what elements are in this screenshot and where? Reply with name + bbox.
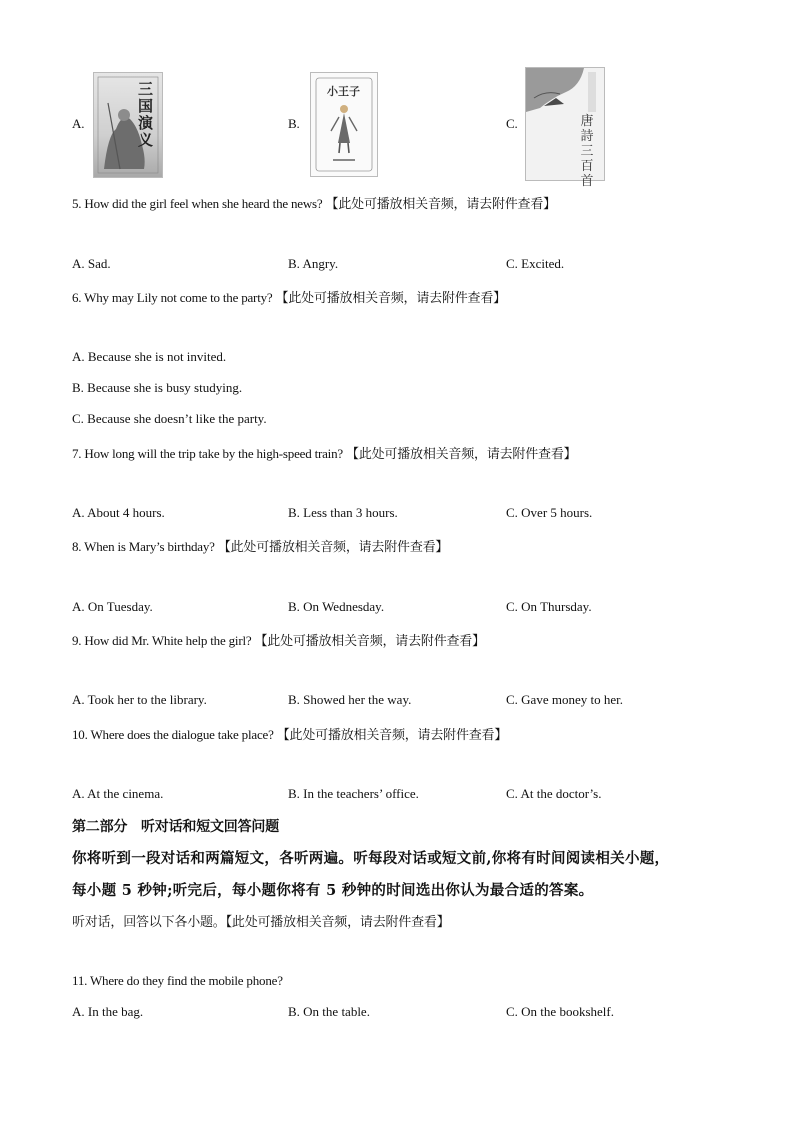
question-6-option-b[interactable]: B. Because she is busy studying.	[72, 380, 243, 395]
question-7-option-b[interactable]: B. Less than 3 hours.	[288, 505, 398, 520]
little-prince-cover-title: 小王子	[327, 85, 360, 98]
question-11-option-c[interactable]: C. On the bookshelf.	[506, 1004, 614, 1019]
question-10-option-a[interactable]: A. At the cinema.	[72, 786, 164, 801]
question-6-option-c[interactable]: C. Because she doesn’t like the party.	[72, 411, 267, 426]
book-cover-little-prince-image	[310, 72, 378, 177]
question-5-text: 5. How did the girl feel when she heard the news?	[72, 196, 323, 211]
question-6-text: 6. Why may Lily not come to the party?	[72, 290, 273, 305]
question-9-option-a[interactable]: A. Took her to the library.	[72, 692, 207, 707]
question-7-option-a[interactable]: A. About 4 hours.	[72, 505, 165, 520]
question-11-stem: 11. Where do they find the mobile phone?	[72, 973, 283, 988]
question-9-option-c[interactable]: C. Gave money to her.	[506, 692, 623, 707]
question-7-audio-link[interactable]: 【此处可播放相关音频，请去附件查看】	[346, 446, 577, 461]
question-9-option-b[interactable]: B. Showed her the way.	[288, 692, 412, 707]
question-9-text: 9. How did Mr. White help the girl?	[72, 633, 252, 648]
question-10-stem	[72, 724, 507, 743]
tang-poems-cover-title: 唐詩三百首	[580, 114, 594, 189]
question-10-option-c[interactable]: C. At the doctor’s.	[506, 786, 602, 801]
question-5-option-b[interactable]: B. Angry.	[288, 256, 339, 271]
section-2-instruction-line-2: 每小题 5 秒钟;听完后，每小题你将有 5 秒钟的时间选出你认为最合适的答案。	[72, 882, 594, 899]
question-10-option-b[interactable]: B. In the teachers’ office.	[288, 786, 419, 801]
question-7-stem	[72, 443, 576, 462]
question-10-audio-link[interactable]: 【此处可播放相关音频，请去附件查看】	[276, 727, 508, 742]
listen-prompt[interactable]: 听对话，回答以下各小题。【此处可播放相关音频，请去附件查看】	[72, 915, 450, 930]
question-11-option-a[interactable]: A. In the bag.	[72, 1004, 144, 1019]
question-9-audio-link[interactable]: 【此处可播放相关音频，请去附件查看】	[254, 633, 485, 648]
question-8-text: 8. When is Mary’s birthday?	[72, 539, 215, 554]
question-6-audio-link[interactable]: 【此处可播放相关音频，请去附件查看】	[275, 290, 506, 305]
question-9-stem	[72, 630, 485, 649]
question-6-option-a[interactable]: A. Because she is not invited.	[72, 349, 227, 364]
question-5-option-a[interactable]: A. Sad.	[72, 256, 111, 271]
question-5-stem	[72, 193, 556, 212]
question-7-option-c[interactable]: C. Over 5 hours.	[506, 505, 593, 520]
question-8-option-a[interactable]: A. On Tuesday.	[72, 599, 153, 614]
section-2-title: 第二部分 听对话和短文回答问题	[72, 819, 279, 835]
question-10-text: 10. Where does the dialogue take place?	[72, 727, 274, 742]
question-11-option-b[interactable]: B. On the table.	[288, 1004, 370, 1019]
question-8-audio-link[interactable]: 【此处可播放相关音频，请去附件查看】	[217, 539, 449, 554]
book-cover-tang-poems-image	[525, 67, 605, 189]
question-8-stem	[72, 536, 448, 555]
option-letter-c: C.	[506, 116, 518, 131]
option-letter-a: A.	[72, 116, 85, 131]
question-7-text: 7. How long will the trip take by the high-speed train?	[72, 446, 343, 461]
sanguo-cover-title: 三国演义	[138, 80, 154, 149]
question-6-stem	[72, 287, 506, 306]
question-8-option-c[interactable]: C. On Thursday.	[506, 599, 592, 614]
question-8-option-b[interactable]: B. On Wednesday.	[288, 599, 385, 614]
question-5-option-c[interactable]: C. Excited.	[506, 256, 565, 271]
option-letter-b: B.	[288, 116, 300, 131]
question-5-audio-link[interactable]: 【此处可播放相关音频，请去附件查看】	[325, 196, 556, 211]
section-2-instruction-line-1: 你将听到一段对话和两篇短文，各听两遍。听每段对话或短文前,你将有时间阅读相关小题，	[72, 850, 670, 867]
book-cover-sanguo-yanyi-image	[93, 72, 163, 178]
